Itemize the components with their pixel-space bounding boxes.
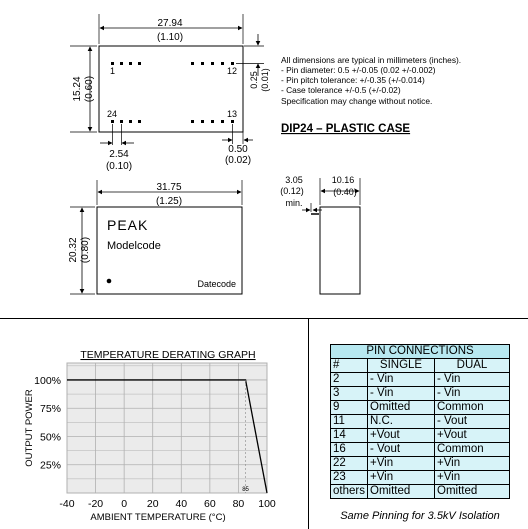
x-tick-label: 20: [146, 498, 159, 510]
y-tick-label: 25%: [39, 459, 61, 472]
case-title: DIP24 – PLASTIC CASE: [281, 123, 411, 135]
x-tick-label: 0: [121, 498, 128, 510]
side-depth-mm: 10.16: [331, 175, 355, 185]
pin-number: 23: [331, 471, 368, 485]
y-axis-label: OUTPUT POWER: [24, 389, 35, 467]
table-row: [331, 443, 510, 457]
single-function: - Vin: [368, 373, 435, 387]
table-row: [331, 429, 510, 443]
pin-connections-table: [330, 344, 510, 499]
pitch-mm: 2.54: [109, 149, 129, 160]
offset-mm: 0.25: [249, 71, 259, 89]
single-function: +Vout: [368, 429, 435, 443]
pinning-note: Same Pinning for 3.5kV Isolation: [340, 510, 500, 522]
table-row: [331, 457, 510, 471]
table-header-row: [331, 359, 510, 373]
note-line-2: - Pin diameter: 0.5 +/-0.05 (0.02 +/-0.002): [281, 65, 436, 75]
pin-number: 2: [331, 373, 368, 387]
single-function: - Vin: [368, 387, 435, 401]
model-code: Modelcode: [107, 240, 161, 252]
single-function: Omitted: [368, 401, 435, 415]
top-height-mm: 15.24: [72, 76, 83, 102]
pin-number: 14: [331, 429, 368, 443]
side-pin-in: (0.12): [280, 186, 304, 196]
y-tick-label: 75%: [39, 403, 61, 416]
x-tick-label: 100: [258, 498, 276, 510]
pin-label-24: 24: [107, 109, 118, 119]
vertical-separator: [308, 318, 309, 529]
single-function: - Vout: [368, 443, 435, 457]
top-width-in: (1.10): [156, 32, 184, 43]
pin-number: 3: [331, 387, 368, 401]
chart-title: TEMPERATURE DERATING GRAPH: [80, 349, 256, 361]
side-pin-mm: 3.05: [285, 175, 303, 185]
side-pin-min: min.: [285, 198, 303, 208]
x-axis-label: AMBIENT TEMPERATURE (°C): [90, 512, 226, 523]
x-tick-label: -20: [87, 498, 104, 510]
table-row: [331, 415, 510, 429]
peak-logo: PEAK: [107, 217, 149, 233]
front-width-mm: 31.75: [156, 182, 182, 193]
header-pin: #: [331, 359, 368, 373]
note-line-5: Specification may change without notice.: [281, 96, 433, 106]
pin-label-13: 13: [227, 109, 238, 119]
derating-chart: [0, 318, 308, 529]
pin-row-top: [111, 62, 234, 65]
dual-function: Common: [435, 443, 510, 457]
side-view: [280, 175, 360, 294]
edge-mm: 0.50: [228, 144, 248, 155]
pin-1-marker: [107, 279, 112, 284]
annotation-label: 85: [242, 487, 249, 493]
table-row: [331, 387, 510, 401]
y-tick-label: 100%: [34, 374, 61, 387]
pin-number: 11: [331, 415, 368, 429]
y-axis-ticks: [34, 375, 61, 472]
pin-number: 9: [331, 401, 368, 415]
x-axis-ticks: [59, 498, 276, 510]
dual-function: +Vin: [435, 471, 510, 485]
front-width-in: (1.25): [155, 196, 183, 207]
pitch-in: (0.10): [105, 161, 133, 172]
table-title-row: [331, 345, 510, 359]
single-function: N.C.: [368, 415, 435, 429]
side-view-case: [320, 207, 360, 294]
top-width-mm: 27.94: [157, 18, 183, 29]
header-single: SINGLE: [368, 359, 435, 373]
dual-function: - Vout: [435, 415, 510, 429]
plot-area: [67, 363, 267, 493]
header-dual: DUAL: [435, 359, 510, 373]
pin-number: 22: [331, 457, 368, 471]
dual-function: Common: [435, 401, 510, 415]
pin-label-12: 12: [227, 66, 238, 76]
dual-function: Omitted: [435, 485, 510, 499]
top-view: [70, 14, 270, 172]
top-view-case: [99, 46, 243, 132]
pin-number: 16: [331, 443, 368, 457]
x-tick-label: 60: [204, 498, 216, 510]
pin-row-bottom: [111, 120, 234, 123]
table-row: [331, 485, 510, 499]
dual-function: - Vin: [435, 373, 510, 387]
note-line-1: All dimensions are typical in millimeters (inches).: [281, 55, 462, 65]
table-row: [331, 471, 510, 485]
edge-in: (0.02): [224, 155, 252, 166]
y-tick-label: 50%: [39, 431, 61, 444]
side-depth-in: (0.40): [333, 187, 357, 197]
top-height-in: (0.60): [84, 75, 95, 103]
pin-label-1: 1: [110, 66, 116, 76]
table-row: [331, 401, 510, 415]
table-row: [331, 373, 510, 387]
x-tick-label: -40: [59, 498, 75, 510]
front-height-mm: 20.32: [68, 237, 79, 263]
note-line-4: - Case tolerance +/-0.5 (+/-0.02): [281, 85, 401, 95]
note-line-3: - Pin pitch tolerance: +/-0.35 (+/-0.014): [281, 75, 425, 85]
table-title: PIN CONNECTIONS: [331, 345, 510, 359]
front-view: [68, 180, 242, 294]
single-function: +Vin: [368, 471, 435, 485]
dual-function: +Vin: [435, 457, 510, 471]
spec-notes: [281, 55, 461, 106]
dual-function: +Vout: [435, 429, 510, 443]
date-code: Datecode: [197, 279, 236, 289]
offset-in: (0.01): [260, 68, 270, 92]
pin-number: others: [331, 485, 368, 499]
front-height-in: (0.80): [80, 236, 91, 264]
single-function: +Vin: [368, 457, 435, 471]
single-function: Omitted: [368, 485, 435, 499]
x-tick-label: 80: [232, 498, 245, 510]
dual-function: - Vin: [435, 387, 510, 401]
x-tick-label: 40: [175, 498, 188, 510]
